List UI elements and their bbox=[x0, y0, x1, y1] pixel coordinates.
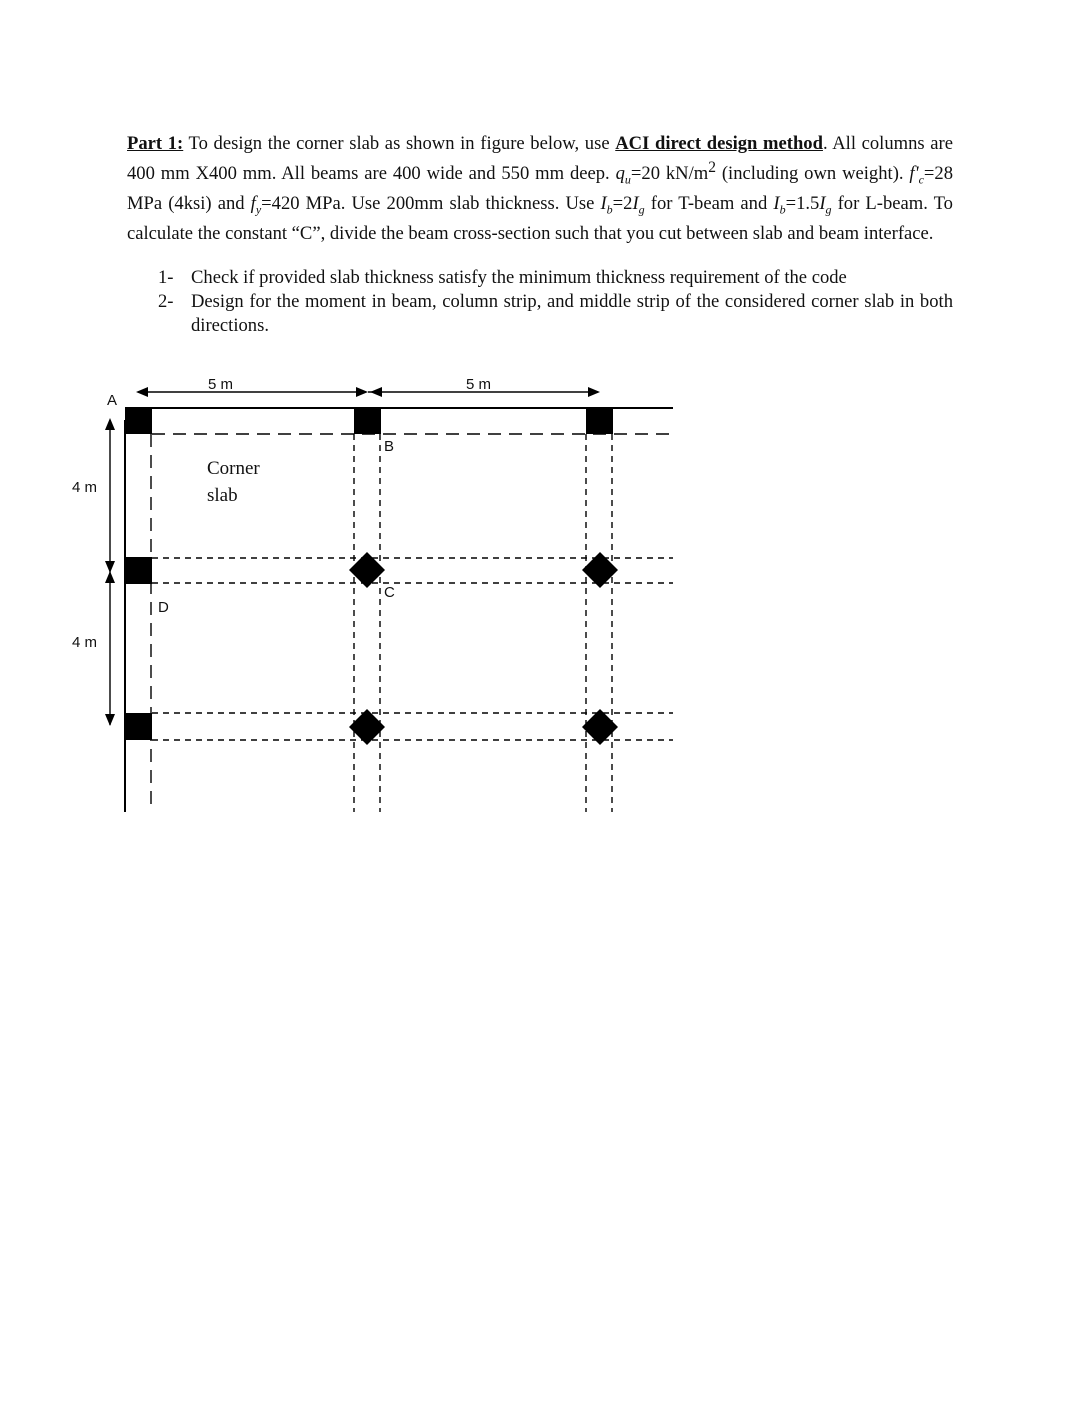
problem-statement: Part 1: To design the corner slab as shown in figure below, use ACI direct design method. All columns are 400 mm X400 mm. All beams are 400 wide and 550 mm deep. $q_u=20$ $kN/m^2$ (including own weight). $f'_c=28$ MPa (4ksi) and $f_y=420$ MPa. Use 200mm slab thickness. Use $I_b=2I_g$ for T-beam and $I_b=1.5I_g$ for L-beam. To calculate the constant “C”, divide the beam cross-section such that you cut between slab and beam interface. bbox=[127, 133, 953, 244]
label-a: A bbox=[107, 392, 118, 409]
corner-slab-label-2: slab bbox=[207, 485, 238, 506]
corner-slab-label: Corner bbox=[207, 458, 260, 479]
label-c: C bbox=[384, 584, 395, 601]
dim-left-2: 4 m bbox=[72, 634, 98, 651]
column bbox=[125, 557, 152, 584]
column bbox=[586, 407, 613, 434]
part-label: Part 1: bbox=[127, 133, 184, 154]
column bbox=[354, 407, 381, 434]
qu-symbol: $q_u$ bbox=[615, 163, 631, 187]
fy-symbol: $f_y$ bbox=[250, 192, 262, 217]
label-d: D bbox=[158, 599, 169, 616]
label-b: B bbox=[384, 438, 395, 455]
top-dimension bbox=[136, 387, 600, 397]
column bbox=[125, 713, 152, 740]
dim-top-1: 5 m bbox=[208, 376, 234, 393]
ib-symbol-2: $I_b$ bbox=[773, 192, 786, 217]
ig-symbol: $I_g$ bbox=[632, 192, 645, 217]
task-item: 2- Design for the moment in beam, column strip, and middle strip of the considered corner slab in both directions. bbox=[158, 291, 953, 336]
task-item: 1- Check if provided slab thickness satisfy the minimum thickness requirement of the code bbox=[158, 267, 847, 288]
dim-left-1: 4 m bbox=[72, 479, 98, 496]
method-name: ACI direct design method bbox=[615, 133, 823, 154]
fc-symbol: $f'_c$ bbox=[909, 163, 924, 187]
left-dimension bbox=[105, 418, 115, 726]
ib-symbol: $I_b$ bbox=[600, 192, 613, 217]
ig-symbol-2: $I_g$ bbox=[819, 192, 832, 217]
column bbox=[125, 407, 152, 434]
dim-top-2: 5 m bbox=[466, 376, 492, 393]
